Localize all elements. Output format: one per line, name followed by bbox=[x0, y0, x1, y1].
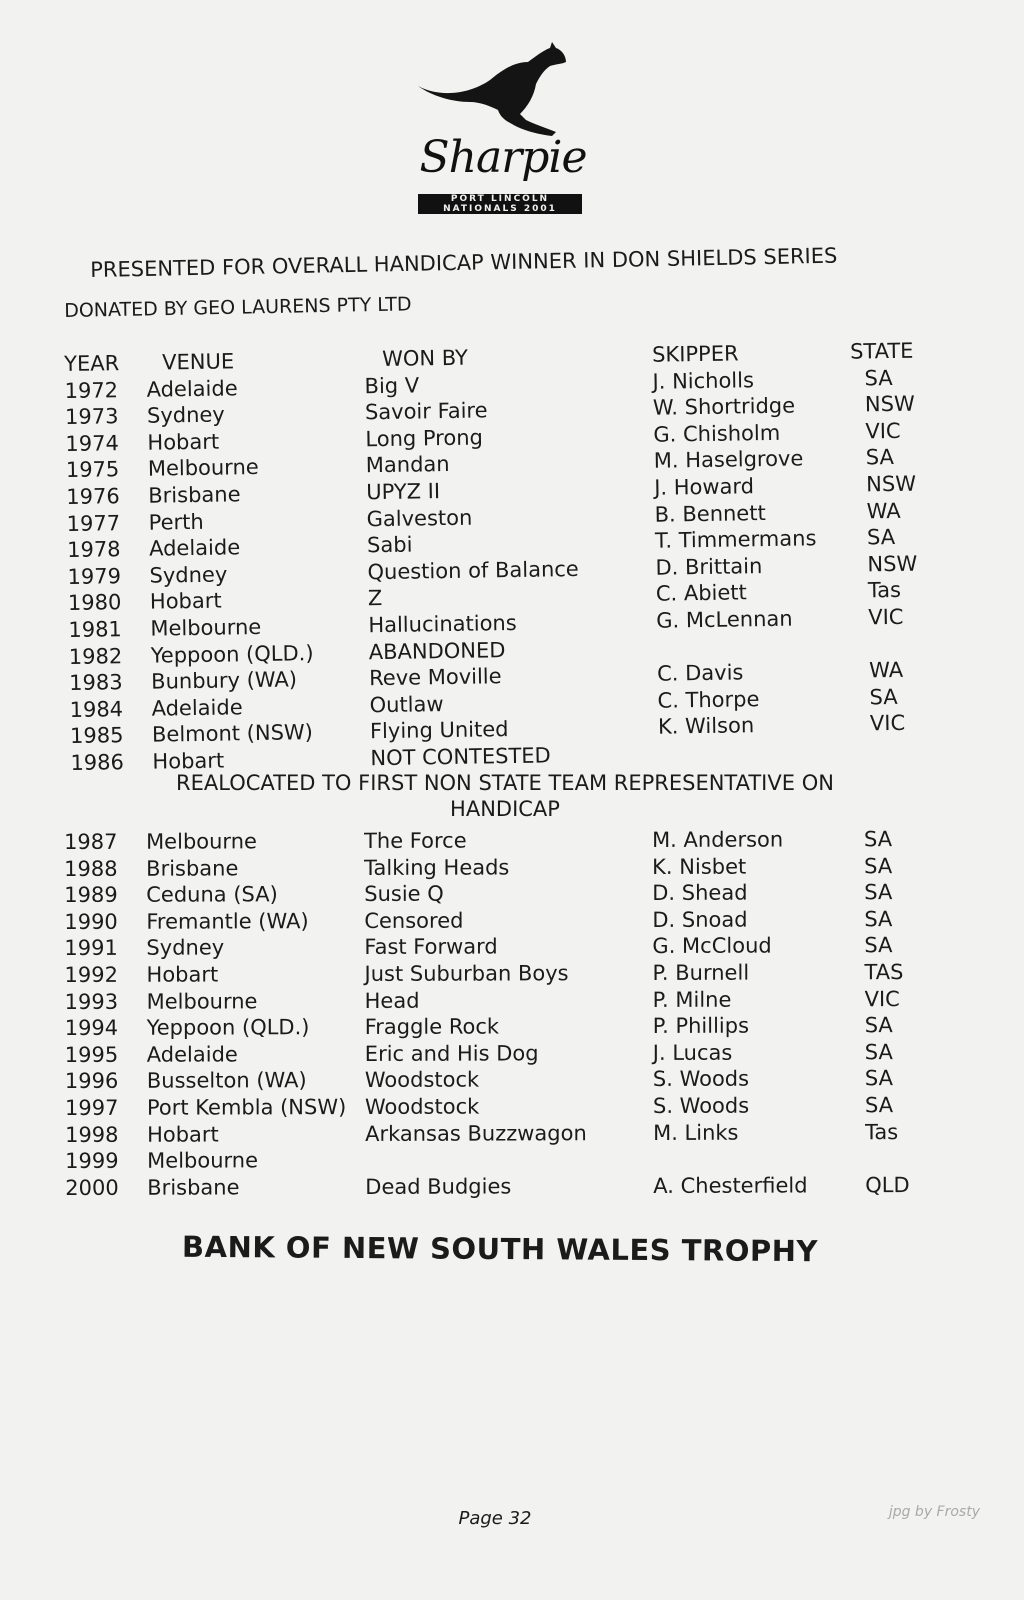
cell-venue: Sydney bbox=[149, 562, 228, 588]
cell-venue: Perth bbox=[148, 509, 204, 535]
cell-state: WA bbox=[866, 498, 901, 523]
cell-won-by: UPYZ II bbox=[366, 479, 441, 505]
cell-venue: Brisbane bbox=[148, 482, 241, 508]
cell-won-by: NOT CONTESTED bbox=[370, 743, 551, 771]
cell-won-by: Fraggle Rock bbox=[364, 1014, 500, 1040]
table-row bbox=[65, 986, 945, 1016]
event-logo bbox=[410, 36, 590, 214]
table-row bbox=[64, 960, 944, 990]
reallocation-note-line1: REALOCATED TO FIRST NON STATE TEAM REPRESENTATIVE ON bbox=[176, 771, 834, 795]
cell-won-by: Sabi bbox=[366, 532, 413, 558]
cell-venue: Melbourne bbox=[147, 1148, 259, 1173]
cell-state: SA bbox=[863, 827, 893, 852]
logo-subtitle bbox=[418, 194, 582, 214]
cell-won-by: Censored bbox=[364, 908, 464, 933]
kangaroo-icon bbox=[410, 36, 590, 146]
reallocation-note bbox=[120, 770, 890, 822]
cell-year: 1977 bbox=[66, 510, 121, 536]
cell-won-by: Susie Q bbox=[364, 881, 444, 907]
cell-won-by: Reve Moville bbox=[368, 664, 502, 691]
table-row bbox=[65, 1173, 945, 1203]
cell-state: SA bbox=[864, 1013, 893, 1038]
cell-skipper: A. Chesterfield bbox=[653, 1173, 808, 1198]
table-row bbox=[65, 1119, 945, 1149]
cell-venue: Adelaide bbox=[146, 1042, 238, 1067]
cell-year: 1983 bbox=[69, 670, 123, 696]
cell-state: SA bbox=[869, 684, 898, 710]
cell-skipper: C. Abiett bbox=[655, 580, 747, 607]
cell-year: 1980 bbox=[67, 590, 122, 616]
cell-won-by: Outlaw bbox=[369, 691, 444, 717]
cell-state: SA bbox=[864, 880, 893, 905]
cell-won-by: Talking Heads bbox=[364, 855, 510, 880]
cell-won-by: Just Suburban Boys bbox=[364, 961, 569, 986]
cell-skipper: S. Woods bbox=[652, 1093, 750, 1118]
results-table bbox=[64, 338, 951, 777]
trophy-title: BANK OF NEW SOUTH WALES TROPHY bbox=[181, 1229, 819, 1269]
header-year: YEAR bbox=[64, 351, 120, 376]
cell-won-by: The Force bbox=[363, 828, 467, 853]
cell-skipper: G. McCloud bbox=[652, 933, 772, 959]
cell-skipper: C. Davis bbox=[656, 660, 744, 686]
table-row bbox=[65, 1146, 945, 1176]
logo-subtitle-top: PORT LINCOLN bbox=[450, 194, 550, 204]
cell-year: 1995 bbox=[64, 1042, 119, 1067]
cell-won-by: Galveston bbox=[366, 505, 473, 531]
table-row bbox=[64, 827, 944, 857]
table-row bbox=[65, 1040, 945, 1070]
cell-year: 1985 bbox=[69, 723, 124, 749]
cell-won-by: ABANDONED bbox=[368, 637, 506, 664]
logo-wordmark: Sharpie bbox=[419, 132, 587, 183]
cell-won-by: Question of Balance bbox=[367, 556, 579, 585]
cell-year: 2000 bbox=[65, 1175, 119, 1200]
cell-venue: Hobart bbox=[149, 588, 222, 615]
cell-year: 1978 bbox=[66, 537, 121, 563]
cell-year: 1972 bbox=[64, 377, 119, 403]
cell-skipper: K. Wilson bbox=[657, 713, 755, 740]
cell-skipper: J. Lucas bbox=[652, 1040, 733, 1065]
cell-skipper: M. Links bbox=[653, 1120, 739, 1145]
cell-skipper: G. Chisholm bbox=[653, 420, 781, 447]
cell-year: 1975 bbox=[65, 457, 120, 483]
cell-won-by: Long Prong bbox=[365, 425, 484, 452]
cell-state: SA bbox=[864, 1066, 894, 1091]
cell-won-by: Savoir Faire bbox=[364, 398, 488, 425]
cell-won-by: Arkansas Buzzwagon bbox=[365, 1120, 587, 1146]
cell-venue: Hobart bbox=[152, 748, 225, 774]
cell-state: TAS bbox=[864, 960, 904, 985]
cell-skipper: B. Bennett bbox=[654, 500, 766, 527]
table-row bbox=[65, 1066, 945, 1096]
table-row bbox=[65, 1093, 945, 1123]
cell-won-by: Big V bbox=[364, 373, 420, 398]
cell-venue: Fremantle (WA) bbox=[146, 908, 309, 934]
cell-year: 1987 bbox=[64, 829, 118, 854]
cell-venue: Hobart bbox=[147, 1121, 219, 1147]
reallocation-note-line2: HANDICAP bbox=[450, 797, 560, 821]
cell-state: NSW bbox=[865, 471, 917, 497]
cell-year: 1988 bbox=[64, 856, 118, 881]
cell-venue: Melbourne bbox=[147, 455, 259, 482]
cell-year: 1992 bbox=[64, 962, 119, 987]
cell-won-by: Woodstock bbox=[364, 1094, 480, 1119]
cell-venue: Port Kembla (NSW) bbox=[146, 1094, 347, 1120]
cell-state: SA bbox=[864, 933, 893, 958]
cell-venue: Sydney bbox=[146, 935, 225, 961]
table-row bbox=[64, 907, 944, 937]
cell-skipper: T. Timmermans bbox=[654, 526, 817, 553]
cell-venue: Adelaide bbox=[146, 375, 238, 402]
cell-venue: Adelaide bbox=[148, 535, 241, 561]
cell-year: 1999 bbox=[65, 1148, 119, 1174]
cell-state: NSW bbox=[864, 391, 915, 417]
cell-skipper: M. Anderson bbox=[651, 827, 784, 852]
cell-year: 1994 bbox=[64, 1015, 119, 1041]
cell-won-by: Woodstock bbox=[364, 1067, 480, 1093]
table-row bbox=[64, 933, 944, 963]
cell-won-by: Dead Budgies bbox=[365, 1174, 512, 1199]
cell-state: QLD bbox=[865, 1172, 910, 1197]
cell-year: 1996 bbox=[64, 1069, 119, 1094]
cell-state: WA bbox=[868, 657, 904, 683]
table-row bbox=[64, 854, 944, 884]
cell-state: VIC bbox=[865, 418, 901, 444]
table-row bbox=[65, 1013, 945, 1043]
cell-state: VIC bbox=[869, 711, 906, 736]
scan-credit: jpg by Frosty bbox=[888, 1504, 980, 1520]
cell-year: 1974 bbox=[65, 430, 120, 456]
cell-state: SA bbox=[864, 853, 893, 878]
cell-year: 1991 bbox=[64, 936, 118, 961]
cell-won-by: Flying United bbox=[369, 717, 509, 744]
cell-year: 1973 bbox=[64, 404, 119, 430]
cell-state: SA bbox=[864, 1093, 894, 1118]
cell-skipper: W. Shortridge bbox=[652, 393, 796, 420]
cell-skipper: P. Burnell bbox=[652, 960, 750, 985]
cell-state: Tas bbox=[865, 1119, 899, 1144]
cell-venue: Bunbury (WA) bbox=[151, 667, 298, 694]
cell-state: SA bbox=[864, 906, 893, 931]
cell-won-by: Mandan bbox=[365, 452, 450, 478]
cell-venue: Yeppoon (QLD.) bbox=[150, 640, 314, 668]
cell-won-by: Head bbox=[364, 988, 420, 1013]
cell-state: SA bbox=[864, 1039, 893, 1064]
cell-won-by: Z bbox=[367, 586, 383, 611]
cell-year: 1979 bbox=[67, 563, 122, 589]
donated-by: DONATED BY GEO LAURENS PTY LTD bbox=[64, 293, 412, 322]
cell-state: SA bbox=[866, 525, 896, 550]
cell-year: 1998 bbox=[65, 1122, 119, 1147]
results-table-later bbox=[64, 827, 945, 1202]
header-venue: VENUE bbox=[161, 349, 235, 375]
cell-venue: Adelaide bbox=[151, 694, 243, 721]
cell-skipper: S. Woods bbox=[652, 1066, 750, 1092]
cell-venue: Sydney bbox=[146, 402, 225, 428]
cell-skipper: J. Howard bbox=[654, 474, 755, 500]
table-row bbox=[64, 880, 944, 910]
cell-state: SA bbox=[865, 445, 895, 470]
cell-state: NSW bbox=[867, 551, 918, 577]
cell-skipper: D. Shead bbox=[652, 880, 748, 906]
cell-skipper: K. Nisbet bbox=[652, 854, 747, 879]
cell-venue: Busselton (WA) bbox=[146, 1068, 307, 1094]
cell-skipper: P. Phillips bbox=[652, 1013, 750, 1039]
cell-venue: Ceduna (SA) bbox=[146, 882, 278, 907]
cell-skipper: J. Nicholls bbox=[652, 367, 755, 394]
cell-skipper: C. Thorpe bbox=[657, 686, 760, 713]
cell-state: VIC bbox=[868, 604, 904, 630]
cell-venue: Melbourne bbox=[145, 829, 257, 854]
cell-year: 1986 bbox=[70, 750, 125, 775]
header-state: STATE bbox=[849, 338, 914, 364]
section-heading: PRESENTED FOR OVERALL HANDICAP WINNER IN DON SHIELDS SERIES bbox=[90, 243, 838, 282]
cell-year: 1976 bbox=[66, 484, 120, 509]
cell-year: 1984 bbox=[69, 696, 124, 722]
cell-venue: Melbourne bbox=[150, 614, 262, 641]
cell-year: 1982 bbox=[68, 643, 123, 669]
cell-skipper: P. Milne bbox=[652, 987, 732, 1012]
cell-year: 1997 bbox=[64, 1095, 119, 1120]
page-number: Page 32 bbox=[458, 1508, 532, 1529]
cell-venue: Melbourne bbox=[146, 988, 258, 1014]
cell-skipper: D. Snoad bbox=[652, 907, 748, 932]
cell-year: 1993 bbox=[64, 989, 119, 1014]
logo-subtitle-bottom: NATIONALS 2001 bbox=[443, 204, 557, 214]
cell-venue: Belmont (NSW) bbox=[151, 720, 314, 747]
cell-skipper: M. Haselgrove bbox=[653, 446, 804, 474]
cell-year: 1989 bbox=[64, 883, 118, 908]
cell-skipper: G. McLennan bbox=[656, 606, 793, 633]
cell-won-by: Eric and His Dog bbox=[364, 1041, 539, 1066]
cell-state: VIC bbox=[864, 986, 900, 1011]
cell-year: 1981 bbox=[68, 617, 123, 642]
cell-year: 1990 bbox=[64, 909, 118, 934]
cell-won-by: Fast Forward bbox=[364, 934, 498, 960]
header-won-by: WON BY bbox=[381, 345, 469, 372]
cell-venue: Hobart bbox=[146, 962, 219, 987]
cell-venue: Brisbane bbox=[147, 1175, 240, 1200]
cell-venue: Hobart bbox=[147, 429, 220, 455]
cell-venue: Brisbane bbox=[146, 855, 239, 881]
cell-state: Tas bbox=[867, 578, 902, 603]
cell-won-by: Hallucinations bbox=[368, 610, 517, 638]
header-skipper: SKIPPER bbox=[651, 341, 739, 367]
cell-skipper: D. Brittain bbox=[655, 553, 763, 580]
cell-state: SA bbox=[864, 365, 893, 391]
cell-venue: Yeppoon (QLD.) bbox=[146, 1015, 310, 1040]
